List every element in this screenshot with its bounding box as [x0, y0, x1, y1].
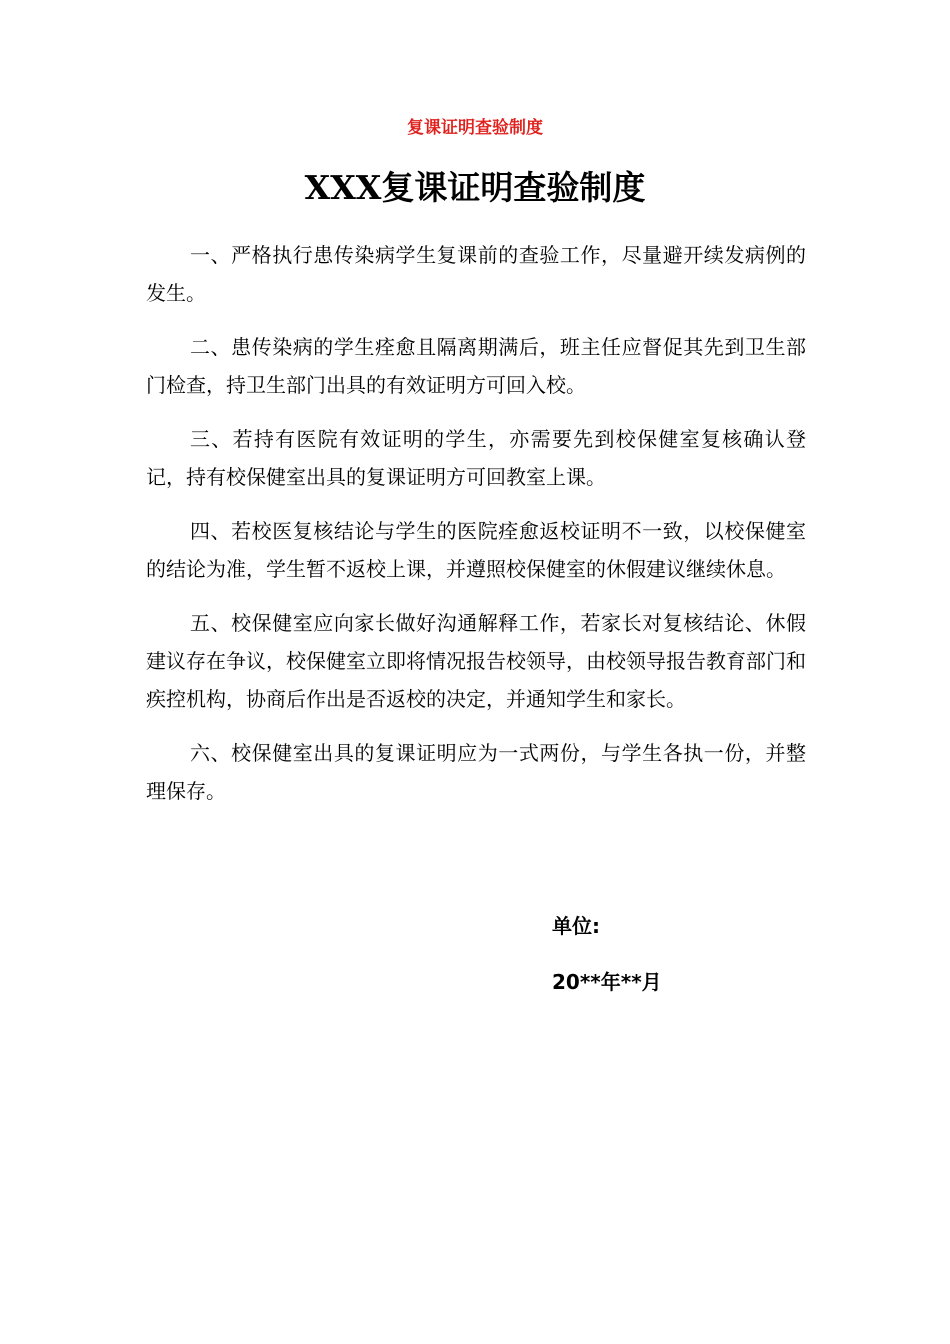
paragraph-6: 六、校保健室出具的复课证明应为一式两份，与学生各执一份，并整理保存。 — [146, 741, 806, 803]
paragraph-4: 四、若校医复核结论与学生的医院痊愈返校证明不一致，以校保健室的结论为准，学生暂不返校上课，并遵照校保健室的休假建议继续休息。 — [146, 519, 806, 581]
paragraph-2: 二、患传染病的学生痊愈且隔离期满后，班主任应督促其先到卫生部门检查，持卫生部门出具的有效证明方可回入校。 — [146, 335, 806, 397]
signature-block — [552, 908, 662, 1020]
document-title: XXX复课证明查验制度 — [304, 168, 646, 207]
signature-unit: 单位: — [552, 914, 600, 938]
header-title: 复课证明查验制度 — [407, 118, 543, 138]
paragraph-5: 五、校保健室应向家长做好沟通解释工作，若家长对复核结论、休假建议存在争议，校保健室立即将情况报告校领导，由校领导报告教育部门和疾控机构，协商后作出是否返校的决定，并通知学生和家长。 — [146, 611, 806, 711]
signature-date: 20**年**月 — [552, 970, 662, 994]
document-body — [146, 236, 806, 826]
paragraph-1: 一、严格执行患传染病学生复课前的查验工作，尽量避开续发病例的发生。 — [146, 243, 806, 305]
paragraph-3: 三、若持有医院有效证明的学生，亦需要先到校保健室复核确认登记，持有校保健室出具的复课证明方可回教室上课。 — [146, 427, 806, 489]
